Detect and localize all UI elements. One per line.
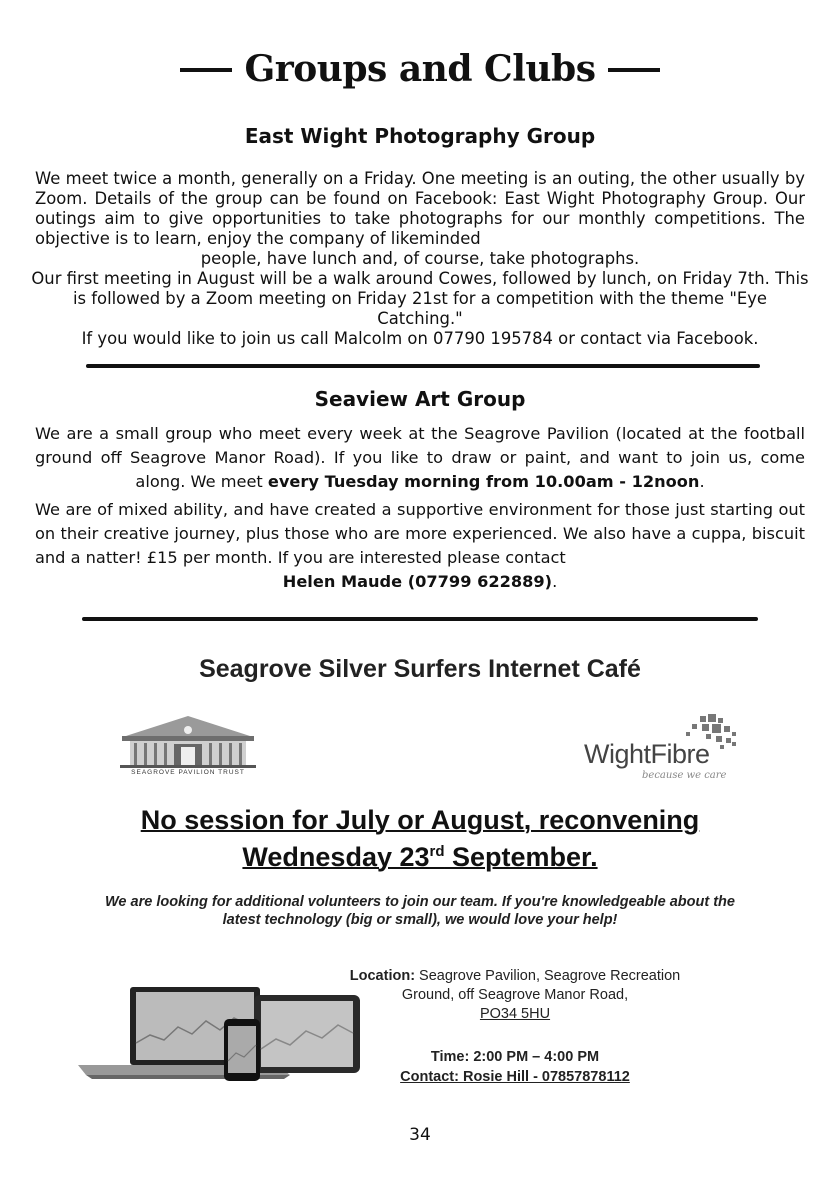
reconvening-date-month: September. [444,842,598,872]
art-contact-end: . [552,572,558,591]
title-dash-left [180,68,232,72]
volunteer-appeal: We are looking for additional volunteers to join our team. If you're knowledgeable about the latest technology (big or small), we would love your help! [105,894,735,928]
art-heading: Seaview Art Group [314,387,526,411]
pavilion-logo-text: SEAGROVE PAVILION TRUST [131,769,245,776]
wightfibre-logo-icon [582,712,744,784]
location-postcode: PO34 5HU [479,1006,551,1022]
art-contact [35,570,805,594]
pavilion-logo-icon [118,712,258,782]
photography-para-1: We meet twice a month, generally on a Friday. One meeting is an outing, the other usually by Zoom. Details of the group can be found on Facebook: East Wight Photography Group. Our outings aim to give opportunities to take photographs for our monthly competitions. The objective is to learn, enjoy the company of likeminded [35,169,805,248]
wightfibre-tagline: because we care [642,770,727,781]
session-time-text: Time: 2:00 PM – 4:00 PM [430,1049,600,1065]
no-session-notice: No session for July or August, reconvening [140,805,700,835]
art-meeting-time: every Tuesday morning from 10.00am - 12noon [267,472,700,491]
page-title-text: Groups and Clubs [244,48,596,90]
reconvening-date [0,842,840,873]
location-value: Seagrove Pavilion, Seagrove Recreation Ground, off Seagrove Manor Road, [401,968,681,1003]
laptop-tablet-phone-icon [78,983,368,1083]
page-number: 34 [409,1125,431,1145]
location-info [330,967,700,1024]
art-contact-name: Helen Maude (07799 622889) [282,572,553,591]
section-divider [86,364,760,368]
art-para-1-text: We are a small group who meet every week at the Seagrove Pavilion (located at the football ground off Seagrove Manor Road). If you like to draw or paint, and want to join us, come along. We meet [35,424,805,491]
cafe-contact-text: Contact: Rosie Hill - 07857878112 [400,1069,630,1085]
photography-para-1-end: people, have lunch and, of course, take photographs. [200,249,640,268]
section-divider [82,617,758,621]
cafe-contact [330,1068,700,1087]
page-title [0,48,840,90]
photography-heading: East Wight Photography Group [244,124,596,148]
wightfibre-logo-text: WightFibre [584,739,710,769]
reconvening-date-suffix: rd [429,843,445,860]
art-para-2: We are of mixed ability, and have created a supportive environment for those just starting out on their creative journey, plus those who are more experienced. We also have a cuppa, biscuit and a natter! £15 per month. If you are interested please contact [35,500,805,567]
art-para-1 [35,422,805,494]
art-para-1-end: . [699,472,705,491]
photography-para-2: Our first meeting in August will be a walk around Cowes, followed by lunch, on Friday 7th. This is followed by a Zoom meeting on Friday 21st for a competition with the theme "Eye Catching." [31,269,809,328]
location-label: Location: [349,968,416,984]
photography-para-3: If you would like to join us call Malcolm on 07790 195784 or contact via Facebook. [81,329,759,348]
cafe-title: Seagrove Silver Surfers Internet Café [199,655,641,683]
title-dash-right [608,68,660,72]
session-time [330,1048,700,1067]
reconvening-date-day: Wednesday 23 [242,842,430,872]
